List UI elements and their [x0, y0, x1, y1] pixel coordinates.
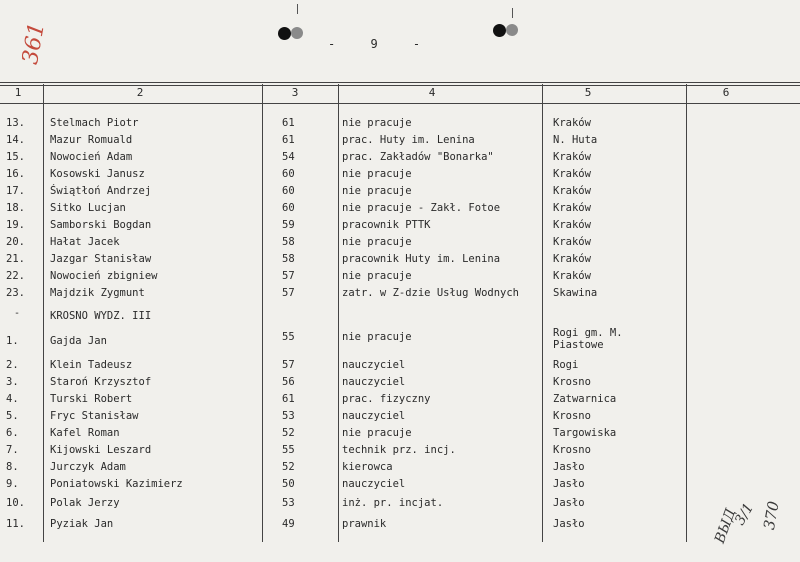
section-dash: - [14, 308, 21, 319]
person-name: Sitko Lucjan [50, 202, 126, 214]
punch-hole [278, 27, 291, 40]
margin-handwritten-note: 361 [18, 20, 50, 67]
person-place: Jasło [553, 518, 585, 530]
row-number: 20. [6, 236, 25, 248]
person-occupation: nauczyciel [342, 376, 406, 388]
person-age: 61 [282, 134, 295, 146]
person-occupation: inż. pr. incjat. [342, 497, 444, 509]
person-place: Targowiska [553, 427, 617, 439]
person-name: Hałat Jacek [50, 236, 120, 248]
person-place: Kraków [553, 236, 591, 248]
person-place: Kraków [553, 253, 591, 265]
person-name: Nowocień zbigniew [50, 270, 158, 282]
person-occupation: kierowca [342, 461, 393, 473]
person-age: 60 [282, 185, 295, 197]
person-name: Staroń Krzysztof [50, 376, 152, 388]
person-occupation: pracownik Huty im. Lenina [342, 253, 501, 265]
person-occupation: pracownik PTTK [342, 219, 431, 231]
person-age: 59 [282, 219, 295, 231]
person-name: Turski Robert [50, 393, 133, 405]
person-occupation: nie pracuje [342, 270, 412, 282]
person-age: 57 [282, 270, 295, 282]
row-number: 22. [6, 270, 25, 282]
person-age: 57 [282, 359, 295, 371]
corner-handwritten-note: 3/1 [732, 500, 758, 528]
row-number: 15. [6, 151, 25, 163]
person-age: 60 [282, 168, 295, 180]
person-occupation: prawnik [342, 518, 387, 530]
row-number: 13. [6, 117, 25, 129]
person-place: Jasło [553, 461, 585, 473]
table-top-rule [0, 85, 800, 86]
person-occupation: nauczyciel [342, 478, 406, 490]
row-number: 18. [6, 202, 25, 214]
row-number: 17. [6, 185, 25, 197]
person-name: Nowocień Adam [50, 151, 133, 163]
person-place: Jasło [553, 497, 585, 509]
corner-handwritten-note: 370 [760, 499, 783, 532]
column-header: 1 [14, 86, 22, 99]
person-age: 52 [282, 461, 295, 473]
row-number: 23. [6, 287, 25, 299]
person-age: 60 [282, 202, 295, 214]
column-divider [686, 84, 687, 542]
person-place: Kraków [553, 117, 591, 129]
person-occupation: prac. Zakładów "Bonarka" [342, 151, 494, 163]
person-name: Mazur Romuald [50, 134, 133, 146]
column-divider [542, 84, 543, 542]
column-header: 2 [136, 86, 144, 99]
person-age: 52 [282, 427, 295, 439]
person-place: Kraków [553, 185, 591, 197]
binder-mark [297, 4, 298, 14]
person-place: Zatwarnica [553, 393, 617, 405]
row-number: 11. [6, 518, 25, 530]
column-header: 4 [428, 86, 436, 99]
punch-hole [291, 27, 303, 39]
person-name: Poniatowski Kazimierz [50, 478, 183, 490]
person-name: Polak Jerzy [50, 497, 120, 509]
person-occupation: nie pracuje [342, 331, 412, 343]
person-occupation: nie pracuje - Zakł. Fotoe [342, 202, 501, 214]
person-place: Kraków [553, 270, 591, 282]
person-place: Rogi gm. M. Piastowe [553, 327, 623, 351]
binder-mark [512, 8, 513, 18]
row-number: 5. [6, 410, 19, 422]
person-place: Kraków [553, 219, 591, 231]
person-name: Klein Tadeusz [50, 359, 133, 371]
person-occupation: nie pracuje [342, 427, 412, 439]
person-age: 53 [282, 410, 295, 422]
person-age: 55 [282, 331, 295, 343]
person-name: Kafel Roman [50, 427, 120, 439]
person-name: Jazgar Stanisław [50, 253, 152, 265]
row-number: 14. [6, 134, 25, 146]
person-age: 61 [282, 393, 295, 405]
row-number: 8. [6, 461, 19, 473]
column-header: 5 [584, 86, 592, 99]
person-age: 54 [282, 151, 295, 163]
column-divider [262, 84, 263, 542]
person-age: 58 [282, 236, 295, 248]
person-place: Krosno [553, 444, 591, 456]
person-name: Kijowski Leszard [50, 444, 152, 456]
person-occupation: prac. fizyczny [342, 393, 431, 405]
row-number: 6. [6, 427, 19, 439]
column-divider [338, 84, 339, 542]
person-place: Krosno [553, 376, 591, 388]
row-number: 10. [6, 497, 25, 509]
person-place: Kraków [553, 202, 591, 214]
person-age: 53 [282, 497, 295, 509]
person-age: 50 [282, 478, 295, 490]
row-number: 2. [6, 359, 19, 371]
person-place: Krosno [553, 410, 591, 422]
corner-handwritten-note: ВЫД [712, 506, 740, 546]
person-place: Rogi [553, 359, 579, 371]
person-place: Skawina [553, 287, 598, 299]
punch-hole [506, 24, 518, 36]
person-age: 49 [282, 518, 295, 530]
row-number: 19. [6, 219, 25, 231]
person-place: Kraków [553, 151, 591, 163]
person-age: 61 [282, 117, 295, 129]
row-number: 7. [6, 444, 19, 456]
person-age: 58 [282, 253, 295, 265]
person-age: 57 [282, 287, 295, 299]
column-header: 3 [291, 86, 299, 99]
header-bottom-rule [0, 103, 800, 104]
page-number: - 9 - [328, 37, 435, 51]
column-header: 6 [722, 86, 730, 99]
person-age: 56 [282, 376, 295, 388]
person-name: Świątłoń Andrzej [50, 185, 152, 197]
person-occupation: nie pracuje [342, 117, 412, 129]
punch-hole [493, 24, 506, 37]
person-occupation: prac. Huty im. Lenina [342, 134, 475, 146]
person-place: Kraków [553, 168, 591, 180]
person-name: Fryc Stanisław [50, 410, 139, 422]
person-name: Stelmach Piotr [50, 117, 139, 129]
column-divider [43, 84, 44, 542]
person-age: 55 [282, 444, 295, 456]
person-occupation: technik prz. incj. [342, 444, 456, 456]
row-number: 4. [6, 393, 19, 405]
table-top-rule [0, 82, 800, 83]
row-number: 21. [6, 253, 25, 265]
person-occupation: zatr. w Z-dzie Usług Wodnych [342, 287, 520, 299]
person-occupation: nauczyciel [342, 359, 406, 371]
row-number: 9. [6, 478, 19, 490]
person-place: Jasło [553, 478, 585, 490]
person-name: Kosowski Janusz [50, 168, 145, 180]
person-place: N. Huta [553, 134, 598, 146]
row-number: 1. [6, 335, 19, 347]
person-occupation: nie pracuje [342, 185, 412, 197]
row-number: 16. [6, 168, 25, 180]
person-name: Pyziak Jan [50, 518, 114, 530]
person-occupation: nie pracuje [342, 236, 412, 248]
section-title: KROSNO WYDZ. III [50, 310, 152, 322]
row-number: 3. [6, 376, 19, 388]
person-occupation: nauczyciel [342, 410, 406, 422]
person-name: Majdzik Zygmunt [50, 287, 145, 299]
person-name: Gajda Jan [50, 335, 107, 347]
person-occupation: nie pracuje [342, 168, 412, 180]
person-name: Jurczyk Adam [50, 461, 126, 473]
person-name: Samborski Bogdan [50, 219, 152, 231]
